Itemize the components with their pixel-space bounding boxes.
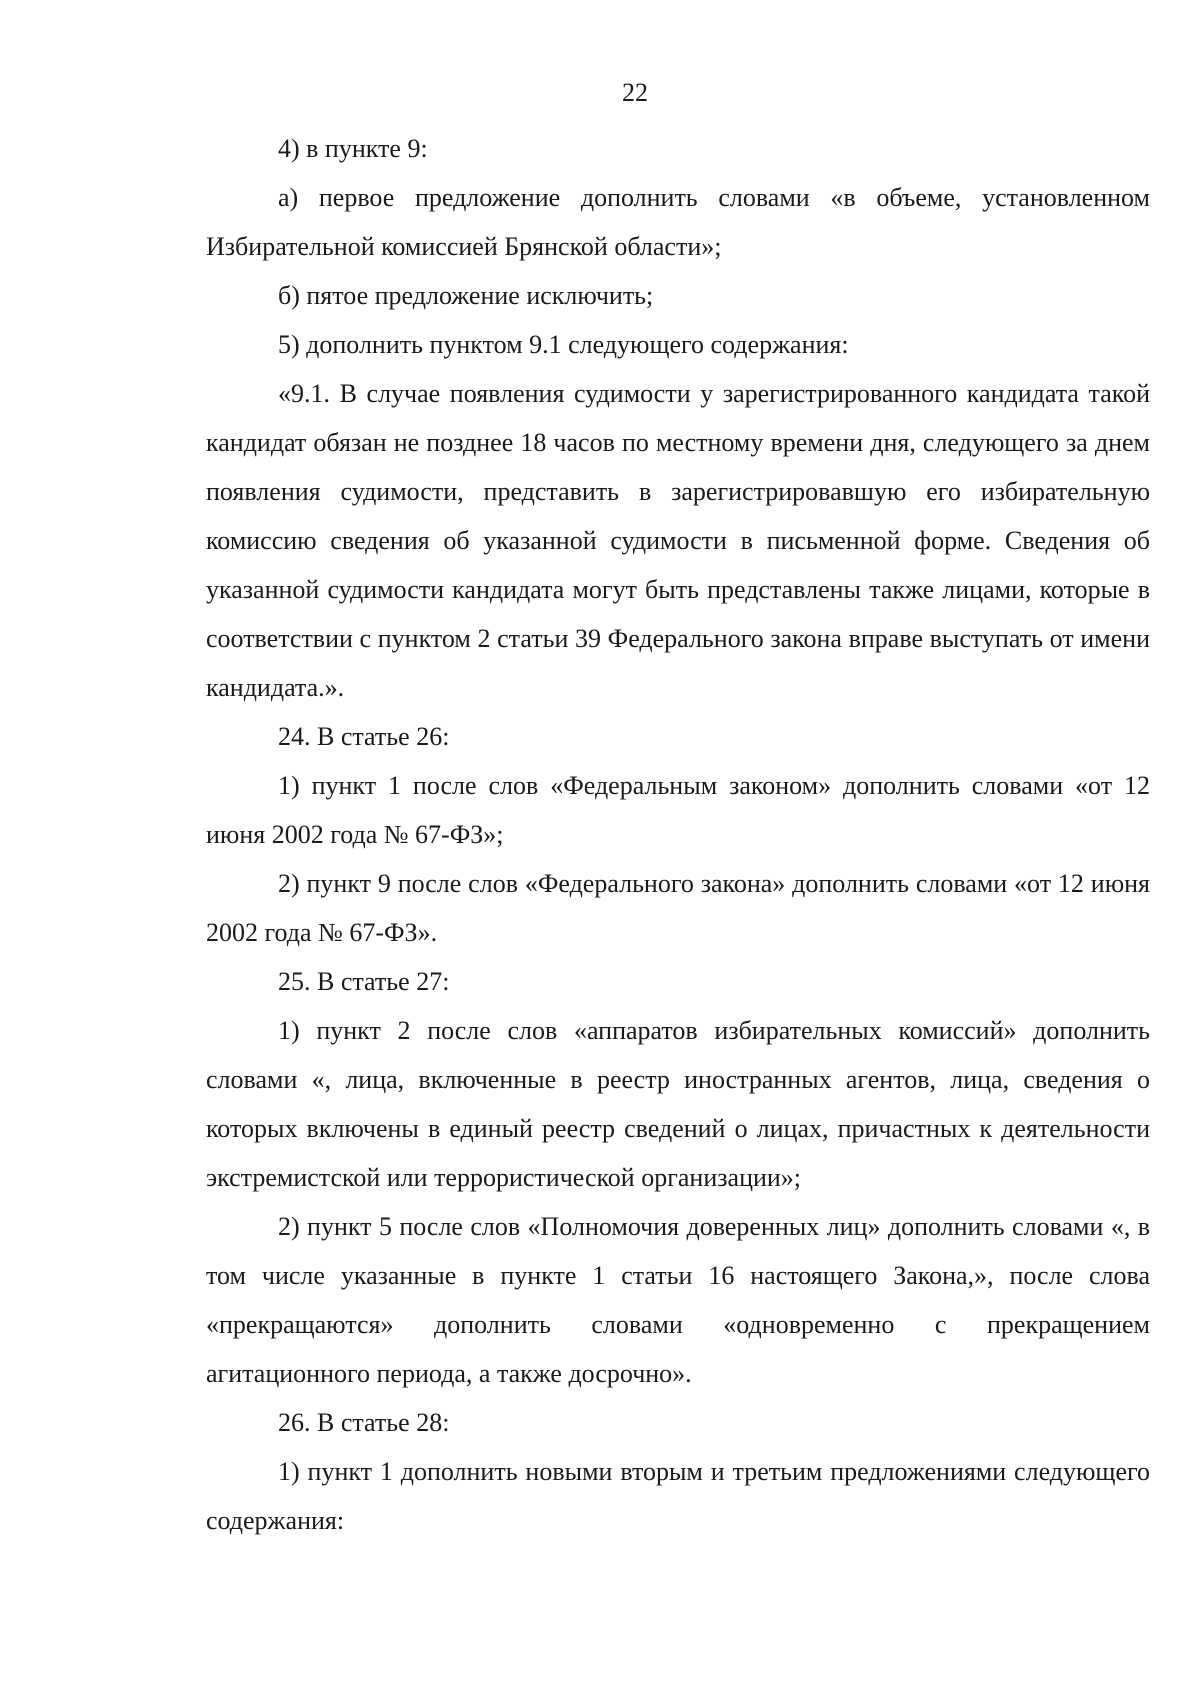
paragraph-subitem-b: б) пятое предложение исключить; [278, 281, 654, 310]
paragraph-section-25-item-2: 2) пункт 5 после слов «Полномочия доверенных лиц» дополнить словами «, в том числе указанные в пункте 1 статьи 16 настоящего Закона,», после слова «прекращаются» дополнить словами «одновременно с прекращением агитационного периода, а также досрочно». [206, 1212, 1150, 1388]
paragraph-item-5: 5) дополнить пунктом 9.1 следующего содержания: [278, 330, 849, 359]
paragraph-section-25: 25. В статье 27: [278, 967, 450, 996]
paragraph-subitem-a: а) первое предложение дополнить словами «в объеме, установленном Избирательной комиссией Брянской области»; [206, 183, 1150, 261]
document-body [206, 124, 1150, 1545]
paragraph-section-24: 24. В статье 26: [278, 722, 450, 751]
paragraph-point-9-1-text: «9.1. В случае появления судимости у зарегистрированного кандидата такой кандидат обязан не позднее 18 часов по местному времени дня, следующего за днем появления судимости, представить в зарегистрировавшую его избирательную комиссию сведения об указанной судимости в письменной форме. Сведения об указанной судимости кандидата могут быть представлены также лицами, которые в соответствии с пунктом 2 статьи 39 Федерального закона вправе выступать от имени кандидата.». [206, 379, 1150, 702]
paragraph-section-24-item-1: 1) пункт 1 после слов «Федеральным законом» дополнить словами «от 12 июня 2002 года № 67-ФЗ»; [206, 771, 1150, 849]
paragraph-section-26-item-1: 1) пункт 1 дополнить новыми вторым и третьим предложениями следующего содержания: [206, 1457, 1150, 1535]
paragraph-section-25-item-1: 1) пункт 2 после слов «аппаратов избирательных комиссий» дополнить словами «, лица, включенные в реестр иностранных агентов, лица, сведения о которых включены в единый реестр сведений о лицах, причастных к деятельности экстремистской или террористической организации»; [206, 1016, 1150, 1192]
page-number: 22 [622, 78, 648, 107]
paragraph-section-26: 26. В статье 28: [278, 1408, 450, 1437]
paragraph-item-4-point-9: 4) в пункте 9: [278, 134, 428, 163]
paragraph-section-24-item-2: 2) пункт 9 после слов «Федерального закона» дополнить словами «от 12 июня 2002 года № 67-ФЗ». [206, 869, 1150, 947]
